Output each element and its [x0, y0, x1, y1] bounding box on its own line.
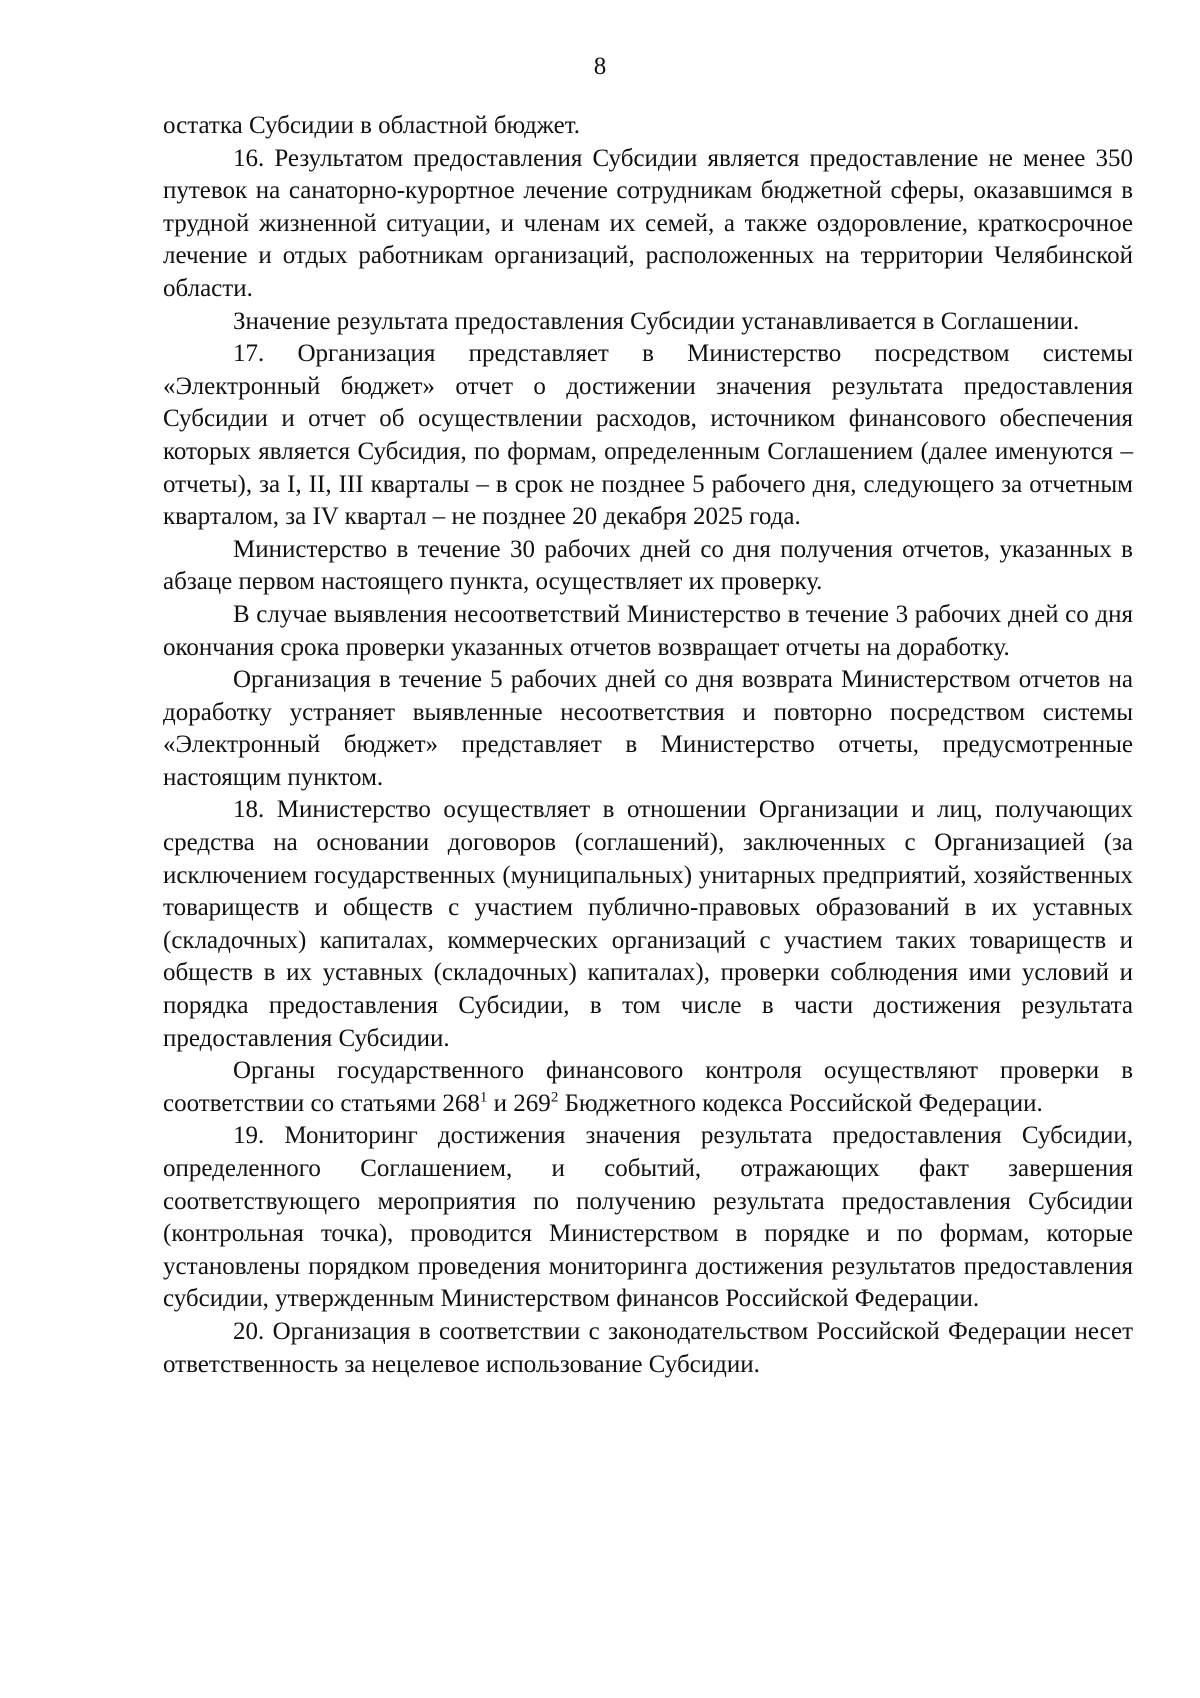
paragraph-17: 17. Организация представляет в Министерство посредством системы «Электронный бюджет» отчет о достижении значения результата предоставления Субсидии и отчет об осуществлении расходов, источником финансового обеспечения которых является Субсидия, по формам, определенным Соглашением (далее именуются – отчеты), за I, II, III кварталы – в срок не позднее 5 рабочего дня, следующего за отчетным кварталом, за IV квартал – не позднее 20 декабря 2025 года.: [163, 340, 1133, 531]
paragraph-18: 18. Министерство осуществляет в отношении Организации и лиц, получающих средства на основании договоров (соглашений), заключенных с Организацией (за исключением государственных (муниципальных) унитарных предприятий, хозяйственных товариществ и обществ с участием публично-правовых образований в их уставных (складочных) капиталах, коммерческих организаций с участием таких товариществ и обществ в их уставных (складочных) капиталах), проверки соблюдения ими условий и порядка предоставления Субсидии, в том числе в части достижения результата предоставления Субсидии.: [163, 796, 1133, 1052]
superscript-1: 1: [479, 1089, 488, 1106]
paragraph-16-result-value: Значение результата предоставления Субсидии устанавливается в Соглашении.: [233, 307, 1080, 335]
control-text-3: Бюджетного кодекса Российской Федерации.: [558, 1089, 1043, 1117]
paragraph-20: 20. Организация в соответствии с законодательством Российской Федерации несет ответственность за нецелевое использование Субсидии.: [163, 1317, 1133, 1378]
paragraph-17-review: Министерство в течение 30 рабочих дней со дня получения отчетов, указанных в абзаце первом настоящего пункта, осуществляет их проверку.: [163, 535, 1133, 596]
paragraph-17-mismatch: В случае выявления несоответствий Министерство в течение 3 рабочих дней со дня окончания срока проверки указанных отчетов возвращает отчеты на доработку.: [163, 600, 1133, 661]
control-text-1: Органы государственного финансового контроля осуществляют проверки в соответствии со статьями 268: [163, 1057, 1133, 1117]
superscript-2: 2: [550, 1089, 559, 1106]
page-number: 8: [593, 53, 607, 80]
paragraph-17-rework: Организация в течение 5 рабочих дней со дня возврата Министерством отчетов на доработку устраняет выявленные несоответствия и повторно посредством системы «Электронный бюджет» представляет в Министерство отчеты, предусмотренные настоящим пунктом.: [163, 666, 1133, 791]
document-body: [163, 110, 1133, 1381]
paragraph-continuation: остатка Субсидии в областной бюджет.: [163, 112, 581, 139]
paragraph-19: 19. Мониторинг достижения значения результата предоставления Субсидии, определенного Соглашением, и событий, отражающих факт завершения соответствующего мероприятия по получению результата предоставления Субсидии (контрольная точка), проводится Министерством в порядке и по формам, которые установлены порядком проведения мониторинга достижения результатов предоставления субсидии, утвержденным Министерством финансов Российской Федерации.: [163, 1122, 1133, 1313]
control-text-2: и 269: [487, 1089, 551, 1117]
paragraph-18-control: [163, 1055, 1133, 1120]
paragraph-16: 16. Результатом предоставления Субсидии является предоставление не менее 350 путевок на санаторно-курортное лечение сотрудникам бюджетной сферы, оказавшимся в трудной жизненной ситуации, и членам их семей, а также оздоровление, краткосрочное лечение и отдых работникам организаций, расположенных на территории Челябинской области.: [163, 144, 1133, 302]
